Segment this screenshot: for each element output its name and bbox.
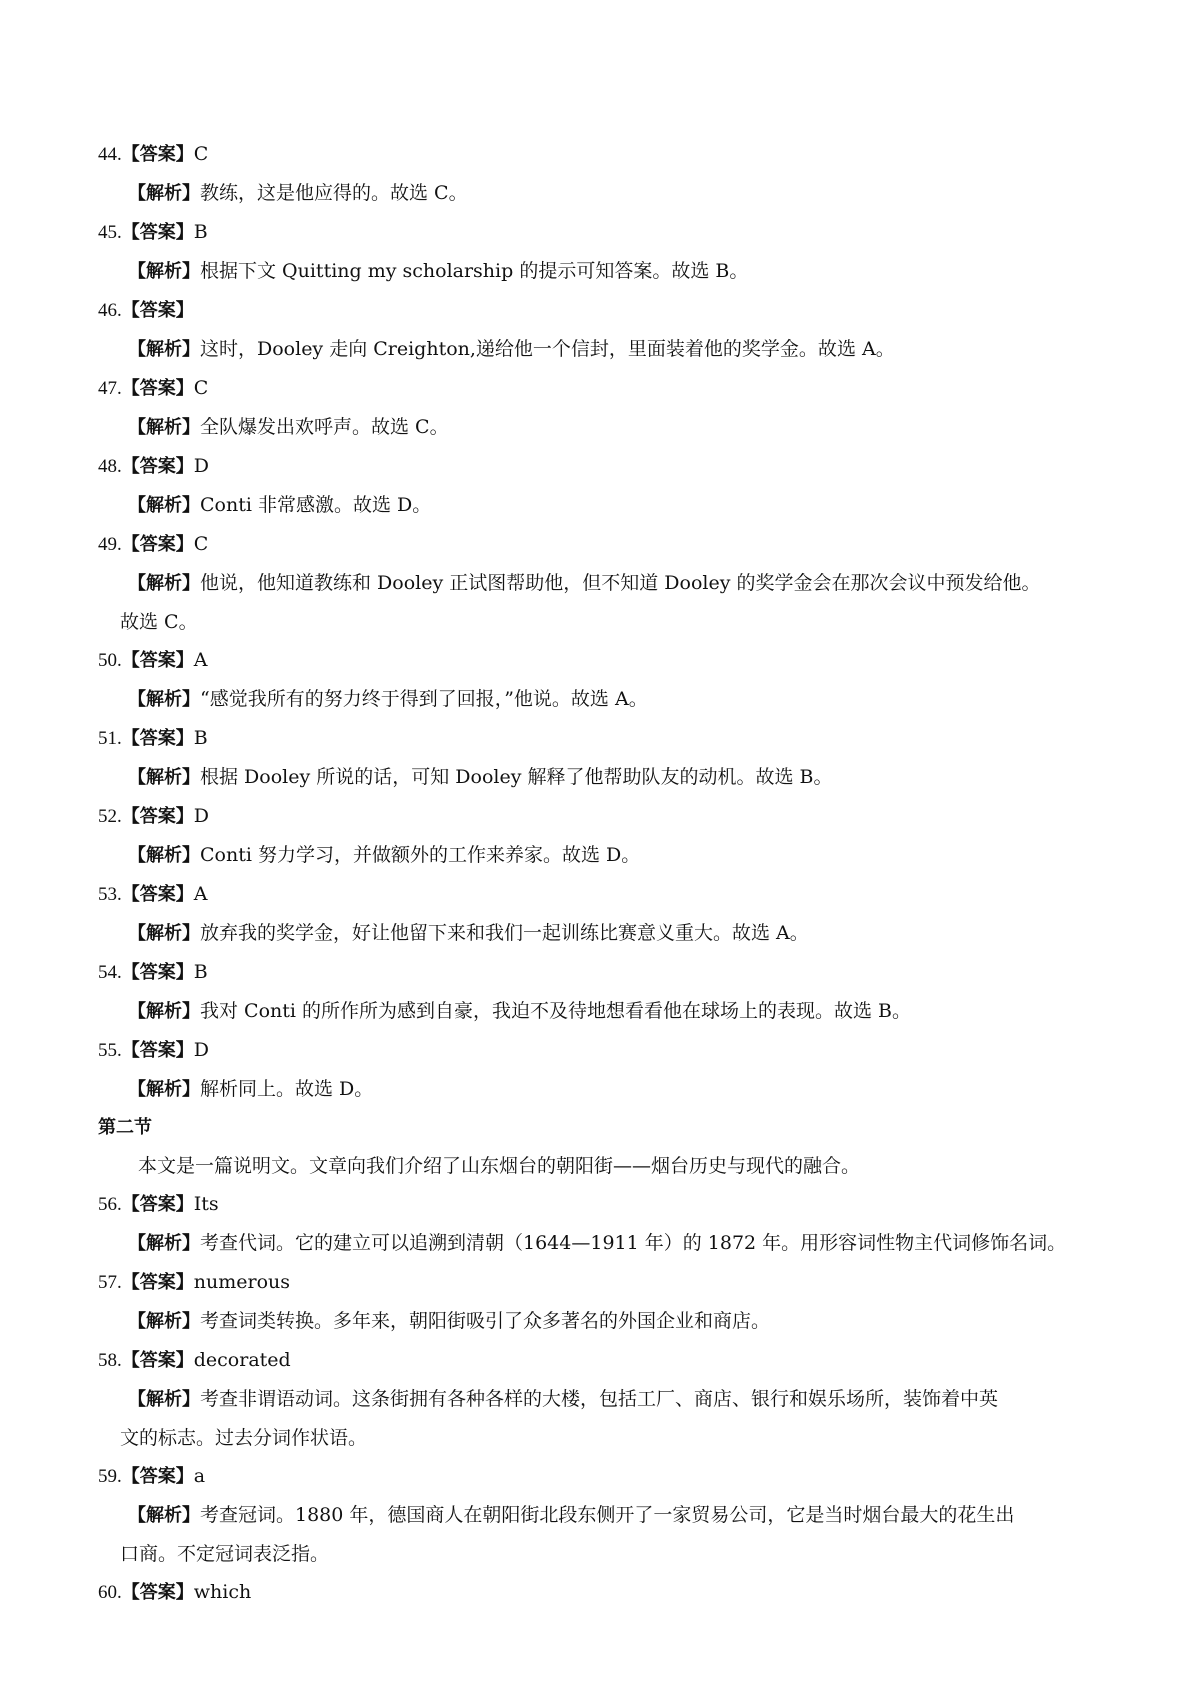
question-number: 53. (98, 884, 122, 905)
answer-value: A (193, 883, 208, 905)
answer-item (98, 135, 1108, 213)
answer-line (98, 1263, 1108, 1302)
answer-value: B (193, 727, 208, 749)
answer-line (98, 291, 1108, 330)
answer-value: Its (193, 1193, 219, 1215)
answer-label: 【答案】 (121, 300, 194, 321)
analysis-label: 【解析】 (128, 339, 200, 360)
answer-list-part1 (98, 135, 1108, 1109)
analysis-first-line (128, 758, 1108, 797)
analysis-label: 【解析】 (128, 183, 200, 204)
section-title: 第二节 (98, 1117, 152, 1138)
analysis-label: 【解析】 (128, 495, 200, 516)
analysis-line (98, 1302, 1108, 1341)
answer-value: decorated (193, 1349, 291, 1371)
answer-line (98, 1341, 1108, 1380)
analysis-line (98, 1224, 1108, 1263)
analysis-first-line (128, 836, 1108, 875)
answer-item (98, 641, 1108, 719)
answer-value: A (193, 649, 208, 671)
answer-line (98, 953, 1108, 992)
answer-label: 【答案】 (121, 806, 194, 827)
answer-line (98, 369, 1108, 408)
answer-item (98, 1457, 1108, 1573)
answer-item (98, 1185, 1108, 1263)
analysis-first-line (128, 1302, 1108, 1341)
analysis-line (98, 758, 1108, 797)
answer-label: 【答案】 (121, 1582, 194, 1603)
answer-value: D (193, 455, 209, 477)
answer-label: 【答案】 (121, 1466, 194, 1487)
analysis-continuation: 口商。不定冠词表泛指。 (120, 1543, 330, 1565)
analysis-line (98, 486, 1108, 525)
analysis-line (98, 1380, 1108, 1457)
analysis-label: 【解析】 (128, 1389, 200, 1410)
answer-item (98, 525, 1108, 641)
analysis-text: 我对 Conti 的所作所为感到自豪，我迫不及待地想看看他在球场上的表现。故选 B。 (200, 1000, 912, 1022)
answer-item (98, 213, 1108, 291)
answer-line (98, 641, 1108, 680)
analysis-first-line (128, 1380, 1108, 1419)
answer-item (98, 447, 1108, 525)
answer-line (98, 719, 1108, 758)
question-number: 54. (98, 962, 122, 983)
analysis-line (98, 1070, 1108, 1109)
analysis-line (98, 914, 1108, 953)
analysis-label: 【解析】 (128, 573, 200, 594)
answer-item (98, 1031, 1108, 1109)
analysis-first-line (128, 680, 1108, 719)
analysis-line (98, 836, 1108, 875)
analysis-text: 根据 Dooley 所说的话，可知 Dooley 解释了他帮助队友的动机。故选 B。 (200, 766, 833, 788)
analysis-text: “感觉我所有的努力终于得到了回报，”他说。故选 A。 (200, 688, 648, 710)
answer-value: B (193, 221, 208, 243)
answer-line (98, 1573, 1108, 1612)
question-number: 59. (98, 1466, 122, 1487)
analysis-continuation: 故选 C。 (120, 611, 198, 633)
question-number: 58. (98, 1350, 122, 1371)
analysis-text: Conti 非常感激。故选 D。 (200, 494, 432, 516)
answer-line (98, 1185, 1108, 1224)
analysis-label: 【解析】 (128, 1001, 200, 1022)
analysis-label: 【解析】 (128, 417, 200, 438)
answer-line (98, 213, 1108, 252)
analysis-label: 【解析】 (128, 261, 200, 282)
answer-label: 【答案】 (121, 222, 194, 243)
answer-line (98, 525, 1108, 564)
answer-line (98, 1031, 1108, 1070)
answer-line (98, 135, 1108, 174)
answer-label: 【答案】 (121, 650, 194, 671)
analysis-text: 放弃我的奖学金，好让他留下来和我们一起训练比赛意义重大。故选 A。 (200, 922, 809, 944)
question-number: 50. (98, 650, 122, 671)
answer-list-part2 (98, 1185, 1108, 1612)
analysis-text: 教练，这是他应得的。故选 C。 (200, 182, 468, 204)
answer-value: D (193, 805, 209, 827)
question-number: 57. (98, 1272, 122, 1293)
answer-value: C (193, 533, 209, 555)
analysis-first-line (128, 174, 1108, 213)
question-number: 52. (98, 806, 122, 827)
analysis-line (98, 252, 1108, 291)
answer-value: numerous (193, 1271, 290, 1293)
question-number: 55. (98, 1040, 122, 1061)
analysis-line (98, 174, 1108, 213)
analysis-first-line (128, 1496, 1108, 1535)
question-number: 46. (98, 300, 122, 321)
analysis-line (98, 992, 1108, 1031)
analysis-first-line (128, 914, 1108, 953)
question-number: 49. (98, 534, 122, 555)
analysis-first-line (128, 252, 1108, 291)
answer-item (98, 797, 1108, 875)
answer-item (98, 875, 1108, 953)
answer-label: 【答案】 (121, 1194, 194, 1215)
answer-value: D (193, 1039, 209, 1061)
analysis-continuation: 文的标志。过去分词作状语。 (120, 1427, 368, 1449)
answer-item (98, 1573, 1108, 1612)
answer-label: 【答案】 (121, 962, 194, 983)
answer-line (98, 447, 1108, 486)
answer-label: 【答案】 (121, 728, 194, 749)
question-number: 48. (98, 456, 122, 477)
answer-value: which (193, 1581, 252, 1603)
analysis-line (98, 1496, 1108, 1573)
answer-label: 【答案】 (121, 1272, 194, 1293)
analysis-line (98, 564, 1108, 641)
analysis-label: 【解析】 (128, 845, 200, 866)
answer-label: 【答案】 (121, 144, 194, 165)
analysis-first-line (128, 992, 1108, 1031)
analysis-first-line (128, 1224, 1108, 1263)
answer-label: 【答案】 (121, 1350, 194, 1371)
answer-label: 【答案】 (121, 534, 194, 555)
answer-label: 【答案】 (121, 456, 194, 477)
analysis-first-line (128, 330, 1108, 369)
analysis-text: 考查非谓语动词。这条街拥有各种各样的大楼，包括工厂、商店、银行和娱乐场所，装饰着中英 (200, 1388, 999, 1410)
analysis-text: 考查词类转换。多年来，朝阳街吸引了众多著名的外国企业和商店。 (200, 1310, 771, 1332)
question-number: 47. (98, 378, 122, 399)
analysis-text: 根据下文 Quitting my scholarship 的提示可知答案。故选 B。 (200, 260, 749, 282)
analysis-text: 考查代词。它的建立可以追溯到清朝（1644—1911 年）的 1872 年。用形容词性物主代词修饰名词。 (200, 1232, 1067, 1254)
analysis-line (98, 330, 1108, 369)
analysis-text: Conti 努力学习，并做额外的工作来养家。故选 D。 (200, 844, 641, 866)
answer-item (98, 291, 1108, 369)
analysis-first-line (128, 486, 1108, 525)
question-number: 51. (98, 728, 122, 749)
analysis-text: 考查冠词。1880 年，德国商人在朝阳街北段东侧开了一家贸易公司，它是当时烟台最大的花生出 (200, 1504, 1015, 1526)
answer-value: C (193, 143, 209, 165)
answer-line (98, 1457, 1108, 1496)
answer-item (98, 1263, 1108, 1341)
answer-key-content (98, 135, 1108, 1612)
analysis-first-line (128, 564, 1108, 603)
question-number: 45. (98, 222, 122, 243)
analysis-label: 【解析】 (128, 1505, 200, 1526)
answer-value: a (193, 1465, 206, 1487)
answer-item (98, 719, 1108, 797)
answer-line (98, 797, 1108, 836)
answer-item (98, 369, 1108, 447)
answer-label: 【答案】 (121, 1040, 194, 1061)
question-number: 60. (98, 1582, 122, 1603)
answer-value: B (193, 961, 208, 983)
analysis-label: 【解析】 (128, 767, 200, 788)
analysis-text: 他说，他知道教练和 Dooley 正试图帮助他，但不知道 Dooley 的奖学金会在那次会议中预发给他。 (200, 572, 1041, 594)
analysis-text: 全队爆发出欢呼声。故选 C。 (200, 416, 449, 438)
answer-item (98, 953, 1108, 1031)
analysis-line (98, 680, 1108, 719)
question-number: 44. (98, 144, 122, 165)
answer-line (98, 875, 1108, 914)
analysis-line (98, 408, 1108, 447)
answer-value: C (193, 377, 209, 399)
answer-item (98, 1341, 1108, 1457)
analysis-label: 【解析】 (128, 1233, 200, 1254)
question-number: 56. (98, 1194, 122, 1215)
analysis-label: 【解析】 (128, 923, 200, 944)
analysis-first-line (128, 1070, 1108, 1109)
analysis-text: 解析同上。故选 D。 (200, 1078, 374, 1100)
answer-label: 【答案】 (121, 884, 194, 905)
analysis-first-line (128, 408, 1108, 447)
answer-label: 【答案】 (121, 378, 194, 399)
section-intro: 本文是一篇说明文。文章向我们介绍了山东烟台的朝阳街——烟台历史与现代的融合。 (138, 1155, 861, 1177)
analysis-text: 这时，Dooley 走向 Creighton,递给他一个信封，里面装着他的奖学金。故选 A。 (200, 338, 895, 360)
analysis-label: 【解析】 (128, 1311, 200, 1332)
analysis-label: 【解析】 (128, 1079, 200, 1100)
analysis-label: 【解析】 (128, 689, 200, 710)
